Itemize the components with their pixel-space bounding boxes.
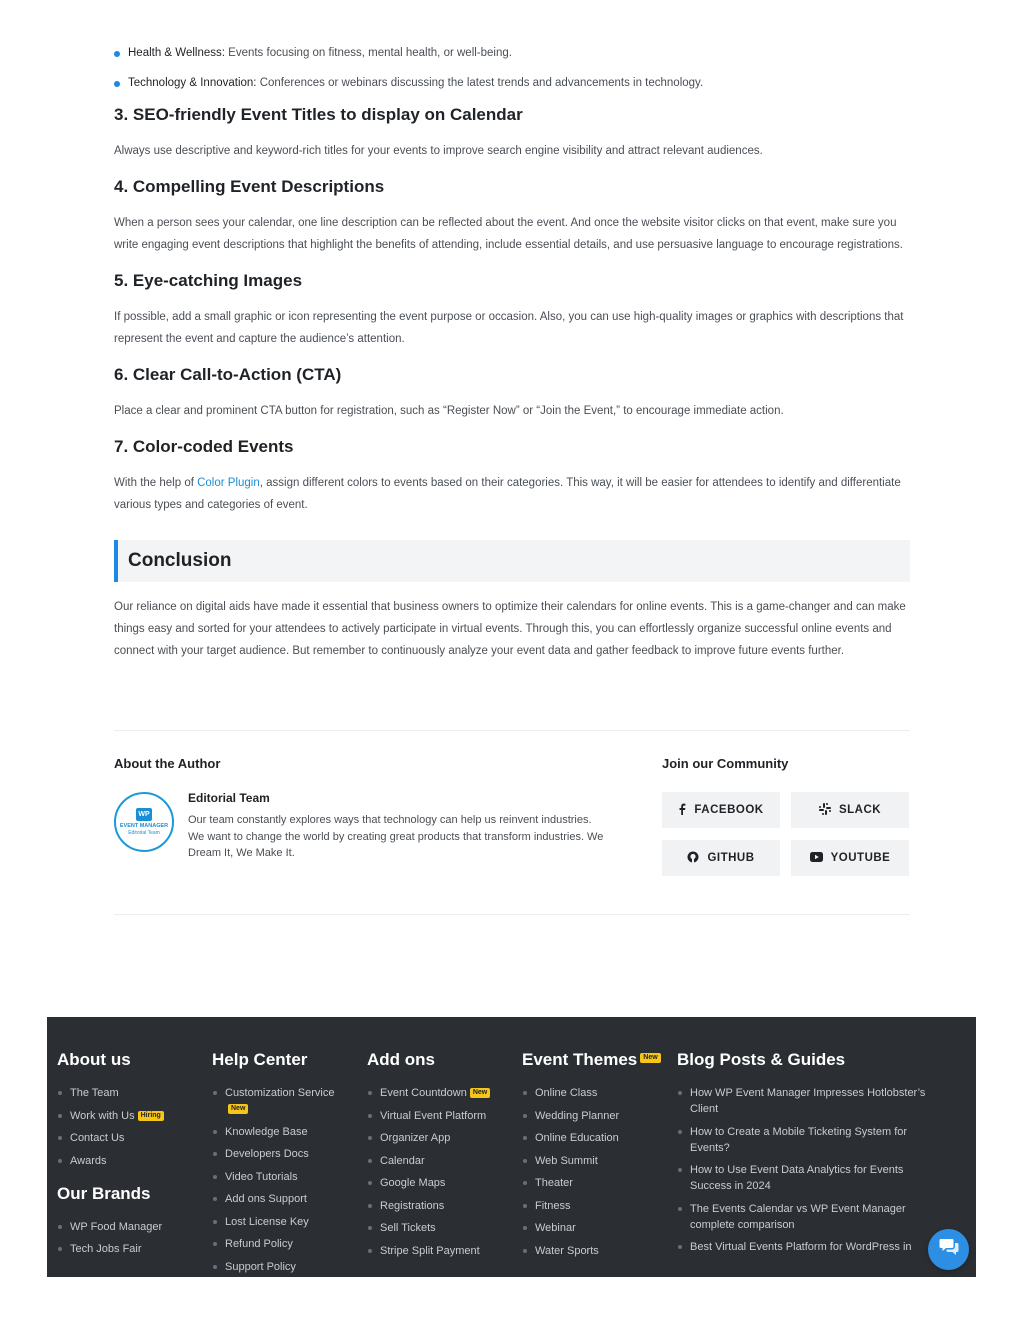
section-heading: 3. SEO-friendly Event Titles to display on Calendar <box>114 105 523 124</box>
footer-heading <box>522 1049 672 1071</box>
color-plugin-link[interactable]: Color Plugin <box>197 477 260 489</box>
footer-blog-link[interactable]: How to Create a Mobile Ticketing System for Events? <box>677 1124 947 1156</box>
youtube-label: YOUTUBE <box>830 852 891 864</box>
new-badge: New <box>470 1088 490 1098</box>
footer-link-label: Event Countdown <box>380 1087 467 1099</box>
author-bio: Our team constantly explores ways that technology can help us reinvent industries. We want to change the world by creating great products that transform industries. We Dream It, We Make It. <box>188 814 604 859</box>
bullet-lead: Health & Wellness: <box>128 47 225 59</box>
divider <box>114 914 910 915</box>
footer-blog-link[interactable]: The Events Calendar vs WP Event Manager complete comparison <box>677 1201 947 1233</box>
paragraph-text: With the help of <box>114 477 198 489</box>
footer-heading: Blog Posts & Guides <box>677 1050 846 1069</box>
footer-link-web-summit[interactable]: Web Summit <box>522 1153 672 1169</box>
footer-link-tech-jobs[interactable]: Tech Jobs Fair <box>57 1241 202 1257</box>
footer-themes-column <box>522 1049 672 1265</box>
youtube-icon <box>810 852 823 865</box>
footer-link-webinar[interactable]: Webinar <box>522 1220 672 1236</box>
section-heading: 7. Color-coded Events <box>114 437 294 456</box>
avatar <box>114 792 174 852</box>
footer-link-team[interactable]: The Team <box>57 1085 202 1101</box>
footer-heading: About us <box>57 1050 131 1069</box>
divider <box>114 730 910 731</box>
footer-link-google-maps[interactable]: Google Maps <box>367 1175 512 1191</box>
footer-link-online-class[interactable]: Online Class <box>522 1085 672 1101</box>
footer-addons-column <box>367 1049 512 1265</box>
section-heading: 6. Clear Call-to-Action (CTA) <box>114 365 342 384</box>
footer-link-license[interactable]: Lost License Key <box>212 1214 352 1230</box>
footer-link-stripe[interactable]: Stripe Split Payment <box>367 1243 512 1259</box>
bullet-text: Conferences or webinars discussing the latest trends and advancements in technology. <box>256 77 704 89</box>
footer-link-sell-tickets[interactable]: Sell Tickets <box>367 1220 512 1236</box>
footer-link-calendar[interactable]: Calendar <box>367 1153 512 1169</box>
footer-link-work[interactable] <box>57 1108 202 1124</box>
author-name: Editorial Team <box>188 791 270 805</box>
facebook-button[interactable] <box>662 792 780 828</box>
footer-link-customization[interactable] <box>212 1085 352 1117</box>
section-paragraph: Always use descriptive and keyword-rich titles for your events to improve search engine visibility and attract relevant audiences. <box>114 145 763 157</box>
footer-blog-column <box>677 1049 947 1262</box>
author-section <box>114 756 910 886</box>
youtube-button[interactable] <box>791 840 909 876</box>
footer-link-virtual-platform[interactable]: Virtual Event Platform <box>367 1108 512 1124</box>
footer-link-countdown[interactable] <box>367 1085 512 1101</box>
footer-link-knowledge[interactable]: Knowledge Base <box>212 1124 352 1140</box>
community-heading: Join our Community <box>662 756 789 771</box>
footer-link-theater[interactable]: Theater <box>522 1175 672 1191</box>
footer-link-label: Customization Service <box>225 1087 335 1099</box>
wp-logo-icon: WP <box>136 808 152 821</box>
bullet-lead: Technology & Innovation: <box>128 77 257 89</box>
category-bullet-list <box>114 44 910 92</box>
footer-link-food-manager[interactable]: WP Food Manager <box>57 1219 202 1235</box>
slack-icon <box>819 803 831 818</box>
chat-icon <box>939 1238 959 1261</box>
paragraph-text: , assign different colors to events based on their categories. This way, it will be easier for attendees to identify and differentiate various types and categories of event. <box>114 477 901 511</box>
new-badge: New <box>640 1053 660 1063</box>
footer-heading-text: Event Themes <box>522 1050 638 1069</box>
footer-heading: Help Center <box>212 1050 308 1069</box>
footer-blog-link[interactable]: How WP Event Manager Impresses Hotlobster’s Client <box>677 1085 947 1117</box>
footer-link-organizer-app[interactable]: Organizer App <box>367 1130 512 1146</box>
section-heading: 5. Eye-catching Images <box>114 271 303 290</box>
footer-link-contact[interactable]: Contact Us <box>57 1130 202 1146</box>
avatar-team: Editorial Team <box>128 829 160 836</box>
footer-link-support-policy[interactable]: Support Policy <box>212 1259 352 1275</box>
conclusion-heading-box <box>114 540 910 582</box>
section-paragraph: If possible, add a small graphic or icon representing the event purpose or occasion. Also, you can use high-quality images or graphics with descriptions that represent the event and capture the audience’s attention. <box>114 311 904 345</box>
slack-label: SLACK <box>838 804 882 816</box>
facebook-icon <box>678 803 686 818</box>
section-paragraph: When a person sees your calendar, one line description can be reflected about the event. And once the website visitor clicks on that event, make sure you write engaging event descriptions that highlight the benefits of attending, include essential details, and use persuasive language to encourage registrations. <box>114 217 903 251</box>
section-paragraph: Place a clear and prominent CTA button for registration, such as “Register Now” or “Join the Event,” to encourage immediate action. <box>114 405 784 417</box>
article-body <box>114 44 910 676</box>
conclusion-title: Conclusion <box>128 550 232 571</box>
chat-widget-button[interactable] <box>928 1229 969 1270</box>
list-item <box>114 44 910 62</box>
footer-link-dev-docs[interactable]: Developers Docs <box>212 1146 352 1162</box>
footer-about-column <box>57 1049 202 1264</box>
bullet-dot-icon <box>114 51 120 57</box>
bullet-dot-icon <box>114 81 120 87</box>
avatar-brand: EVENT MANAGER <box>119 822 169 829</box>
footer-help-column <box>212 1049 352 1277</box>
conclusion-paragraph: Our reliance on digital aids have made it essential that business owners to optimize their calendars for online events. This is a game-changer and can make things easy and sorted for your attendees to actively participate in virtual events. Through this, you can effortlessly organize successful online events and connect with your target audience. But remember to continuously analyze your event data and gather feedback to improve future events further. <box>114 601 906 657</box>
site-footer <box>47 1017 976 1277</box>
footer-blog-link[interactable]: How to Use Event Data Analytics for Events Success in 2024 <box>677 1162 947 1194</box>
hiring-badge: Hiring <box>138 1111 164 1121</box>
github-icon <box>687 851 699 866</box>
new-badge: New <box>228 1104 248 1114</box>
footer-link-wedding[interactable]: Wedding Planner <box>522 1108 672 1124</box>
slack-button[interactable] <box>791 792 909 828</box>
section-heading: 4. Compelling Event Descriptions <box>114 177 385 196</box>
footer-link-fitness[interactable]: Fitness <box>522 1198 672 1214</box>
github-button[interactable] <box>662 840 780 876</box>
footer-heading: Our Brands <box>57 1183 151 1203</box>
footer-blog-link[interactable]: Best Virtual Events Platform for WordPress in <box>677 1239 947 1255</box>
about-author-heading: About the Author <box>114 756 221 771</box>
facebook-label: FACEBOOK <box>694 804 764 816</box>
footer-link-addons-support[interactable]: Add ons Support <box>212 1191 352 1207</box>
footer-link-awards[interactable]: Awards <box>57 1153 202 1169</box>
list-item <box>114 74 910 92</box>
footer-link-water-sports[interactable]: Water Sports <box>522 1243 672 1259</box>
section-paragraph <box>114 472 910 516</box>
footer-link-videos[interactable]: Video Tutorials <box>212 1169 352 1185</box>
footer-link-registrations[interactable]: Registrations <box>367 1198 512 1214</box>
bullet-text: Events focusing on fitness, mental health, or well-being. <box>224 47 512 59</box>
footer-link-label: Work with Us <box>70 1109 135 1122</box>
footer-link-refund[interactable]: Refund Policy <box>212 1236 352 1252</box>
footer-link-online-education[interactable]: Online Education <box>522 1130 672 1146</box>
github-label: GITHUB <box>707 852 755 864</box>
footer-heading: Add ons <box>367 1050 435 1069</box>
